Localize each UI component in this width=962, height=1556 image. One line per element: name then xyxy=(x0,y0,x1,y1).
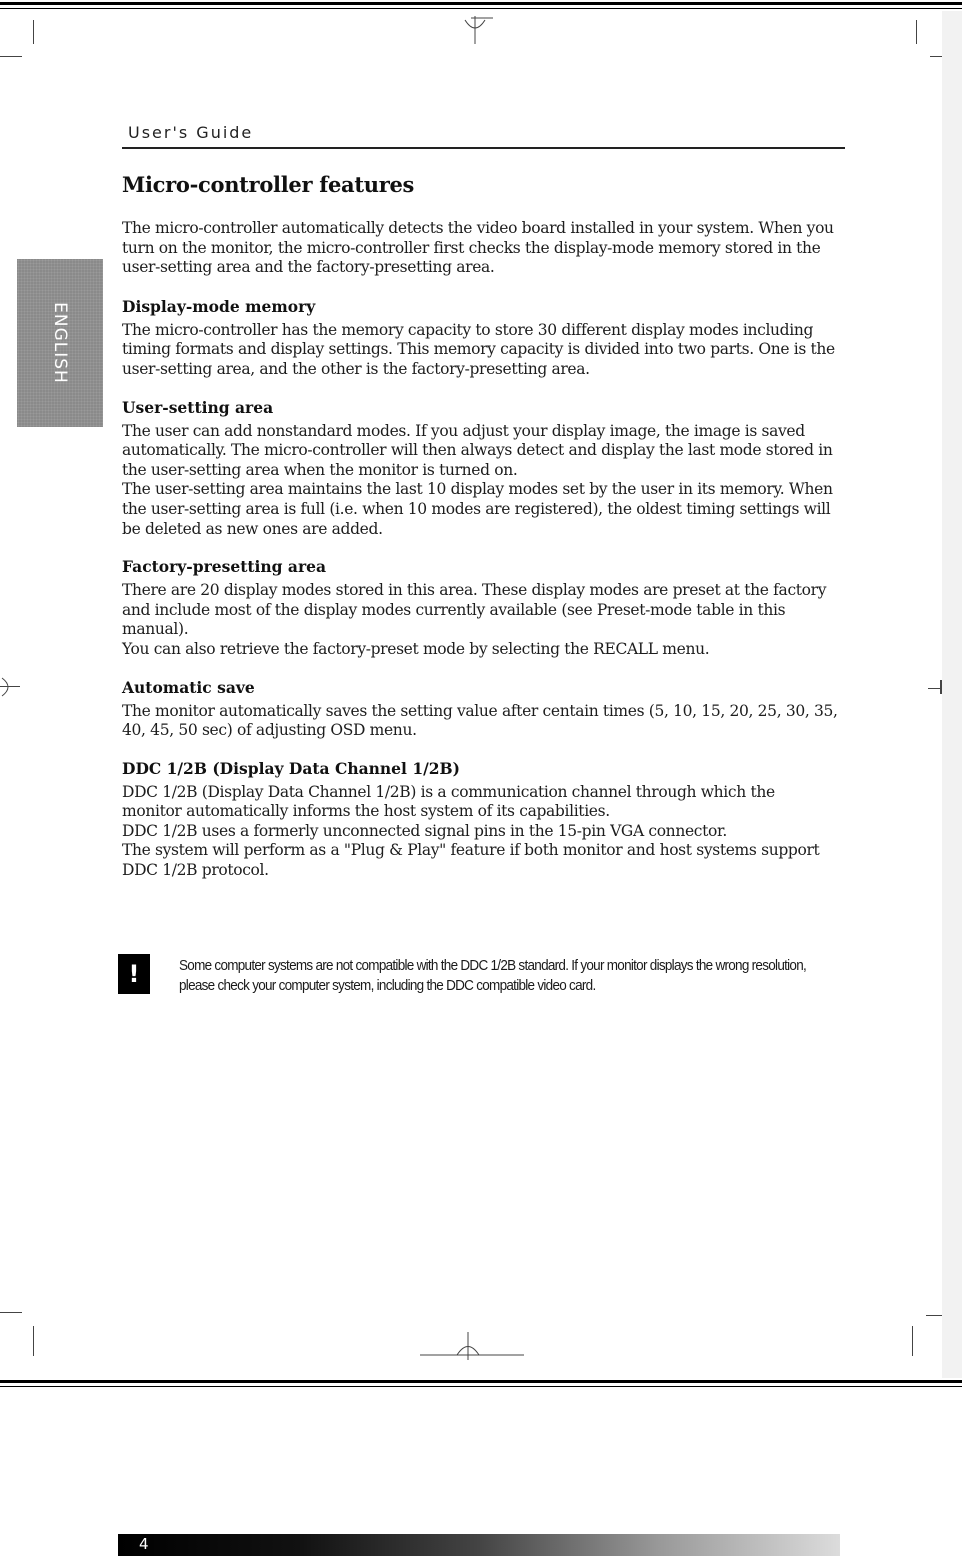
section-paragraph: There are 20 display modes stored in this area. These display modes are preset at the factory and include most of the display modes currently available (see Preset-mode table in this manual). xyxy=(122,581,827,639)
section-factory-presetting-area xyxy=(122,557,838,659)
section-ddc xyxy=(122,759,838,881)
header-rule xyxy=(122,147,845,149)
note-box xyxy=(118,954,838,1018)
note-text: Some computer systems are not compatible with the DDC 1/2B standard. If your monitor displays the wrong resolution, please check your computer system, including the DDC compatible video card. xyxy=(179,957,807,994)
registration-mark-left xyxy=(0,676,24,698)
crop-mark xyxy=(33,20,34,44)
crop-mark xyxy=(0,56,22,57)
section-heading: Automatic save xyxy=(122,677,255,697)
section-heading: Display-mode memory xyxy=(122,296,316,316)
language-tab-label: ENGLISH xyxy=(49,302,70,384)
intro-paragraph: The micro-controller automatically detects the video board installed in your system. When you turn on the monitor, the micro-controller first checks the display-mode memory stored in the user-setting area and the factory-presetting area. xyxy=(122,219,834,277)
section-paragraph: The user-setting area maintains the last 10 display modes set by the user in its memory. When the user-setting area is full (i.e. when 10 modes are registered), the oldest timing settings will be deleted as new ones are added. xyxy=(122,480,833,538)
registration-mark-bottom xyxy=(420,1330,524,1360)
exclamation-icon: ! xyxy=(118,954,150,994)
crop-mark xyxy=(926,1315,942,1316)
page-number: 4 xyxy=(139,1535,149,1553)
section-paragraph: The system will perform as a "Plug & Play" feature if both monitor and host systems support DDC 1/2B protocol. xyxy=(122,841,820,880)
section-heading: User-setting area xyxy=(122,397,274,417)
section-heading: DDC 1/2B (Display Data Channel 1/2B) xyxy=(122,758,460,778)
section-paragraph: DDC 1/2B uses a formerly unconnected signal pins in the 15-pin VGA connector. xyxy=(122,821,727,840)
section-paragraph: The user can add nonstandard modes. If you adjust your display image, the image is saved automatically. The micro-controller will then always detect and display the last mode stored in the user-setting area when the monitor is turned on. xyxy=(122,421,833,479)
section-heading: Factory-presetting area xyxy=(122,557,327,577)
header-label: User's Guide xyxy=(128,123,254,142)
crop-mark xyxy=(940,680,942,694)
section-display-mode-memory xyxy=(122,297,838,380)
section-paragraph: The micro-controller has the memory capacity to store 30 different display modes including timing formats and display settings. This memory capacity is divided into two parts. One is the user-setting area, and the other is the factory-presetting area. xyxy=(122,320,835,378)
section-paragraph: DDC 1/2B (Display Data Channel 1/2B) is a communication channel through which the monitor automatically informs the host system of its capabilities. xyxy=(122,782,775,821)
crop-mark xyxy=(916,20,917,44)
registration-mark-top xyxy=(455,16,495,46)
crop-mark xyxy=(912,1326,913,1356)
page-title: Micro-controller features xyxy=(122,172,415,197)
crop-mark xyxy=(0,1312,22,1313)
crop-mark xyxy=(33,1326,34,1356)
section-user-setting-area xyxy=(122,398,838,540)
page-gutter xyxy=(942,11,962,1378)
language-tab xyxy=(17,259,103,427)
main-content xyxy=(122,172,838,899)
bottom-border-rule xyxy=(0,1378,962,1390)
section-automatic-save xyxy=(122,678,838,741)
section-paragraph: You can also retrieve the factory-preset mode by selecting the RECALL menu. xyxy=(122,639,710,658)
footer-bar xyxy=(118,1534,840,1556)
crop-mark xyxy=(930,56,942,57)
section-paragraph: The monitor automatically saves the setting value after centain times (5, 10, 15, 20, 25, 30, 35, 40, 45, 50 sec) of adjusting OSD menu. xyxy=(122,701,838,740)
